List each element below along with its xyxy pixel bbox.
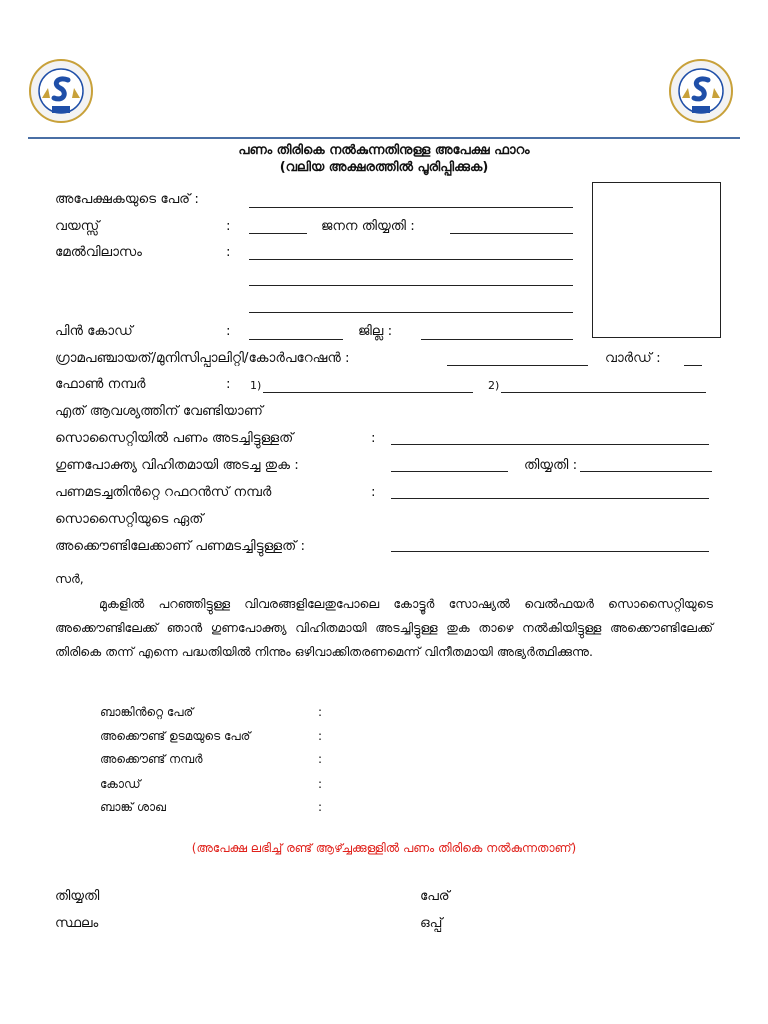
paid-society-colon: : [371, 430, 376, 446]
footer-name-label: പേര് [420, 888, 450, 904]
phone-colon: : [226, 376, 231, 392]
address-blank-3[interactable] [249, 312, 573, 313]
applicant-name-blank[interactable] [249, 207, 573, 208]
footer-signature-label: ഒപ്പ് [420, 915, 443, 931]
applicant-name-label: അപേക്ഷകയുടെ പേര് : [55, 191, 199, 207]
footer-date-label: തിയ്യതി [55, 888, 100, 904]
reference-label: പണമടച്ചതിൻറ്റെ റഫറൻസ് നമ്പർ [55, 484, 272, 500]
bank-name-colon: : [318, 705, 323, 719]
paid-society-blank[interactable] [391, 444, 709, 445]
society-which-label: സൊസൈറ്റിയുടെ ഏത് [55, 511, 204, 527]
account-paid-blank[interactable] [391, 551, 709, 552]
address-colon: : [226, 244, 231, 260]
refund-note: (അപേക്ഷ ലഭിച്ച് രണ്ട് ആഴ്ച്ചക്കുള്ളിൽ പണം തിരികെ നൽകുന്നതാണ്) [191, 841, 577, 855]
age-colon: : [226, 218, 231, 234]
panchayat-blank[interactable] [447, 365, 588, 366]
purpose-label: എത് ആവശ്യത്തിന് വേണ്ടിയാണ് [55, 403, 263, 419]
account-no-colon: : [318, 752, 323, 766]
phone-label: ഫോൺ നമ്പർ [55, 376, 146, 392]
date-blank[interactable] [580, 471, 712, 472]
pincode-colon: : [226, 323, 231, 339]
panchayat-label: ഗ്രാമപഞ്ചായത്/മുനിസിപ്പാലിറ്റി/കോർപറേഷൻ : [55, 350, 350, 366]
amount-label: ഗുണപോക്ത്യ വിഹിതമായി അടച്ച തുക : [55, 457, 299, 473]
photo-box [592, 182, 721, 338]
date-label: തിയ്യതി : [524, 457, 578, 473]
branch-colon: : [318, 800, 323, 814]
ward-blank[interactable] [684, 365, 702, 366]
salutation: സർ, [55, 571, 84, 586]
district-blank[interactable] [421, 339, 573, 340]
dob-blank[interactable] [450, 233, 573, 234]
district-label: ജില്ല : [358, 323, 393, 339]
society-logo-left [28, 58, 94, 124]
dob-label: ജനന തിയ്യതി : [321, 218, 415, 234]
holder-colon: : [318, 729, 323, 743]
account-paid-label: അക്കൌണ്ടിലേക്കാണ് പണമടച്ചിട്ടുള്ളത് : [55, 538, 306, 554]
code-label: കോഡ് [100, 777, 141, 791]
form-subtitle: (വലിയ അക്ഷരത്തിൽ പൂരിപ്പിക്കുക) [279, 160, 489, 175]
phone1-prefix: 1) [250, 379, 262, 392]
footer-place-label: സ്ഥലം [55, 915, 99, 931]
bank-name-label: ബാങ്കിൻറ്റെ പേര് [100, 705, 194, 719]
paid-society-label: സൊസൈറ്റിയിൽ പണം അടച്ചിട്ടുള്ളത് [55, 430, 294, 446]
society-logo-right [668, 58, 734, 124]
address-label: മേൽവിലാസം [55, 244, 142, 260]
branch-label: ബാങ്ക് ശാഖ [100, 800, 166, 814]
pincode-label: പിൻ കോഡ് [55, 323, 133, 339]
amount-blank[interactable] [391, 471, 508, 472]
header-rule [28, 137, 740, 139]
age-label: വയസ്സ് [55, 218, 100, 234]
address-blank-2[interactable] [249, 285, 573, 286]
reference-colon: : [371, 484, 376, 500]
age-blank[interactable] [249, 233, 307, 234]
code-colon: : [318, 777, 323, 791]
phone2-blank[interactable] [501, 392, 706, 393]
letter-body: മുകളിൽ പറഞ്ഞിട്ടുള്ള വിവരങ്ങളിലേതുപോലെ കോട്ടൂർ സോഷ്യൽ വെൽഫയർ സൊസൈറ്റിയുടെ അക്കൌണ്ടിലേക്ക് ഞാൻ ഗുണപോക്ത്യ വിഹിതമായി അടച്ചിട്ടുള്ള തുക താഴെ നൽകിയിട്ടുള്ള അക്കൌണ്ടിലേക്ക് തിരികെ തന്ന് എന്നെ പദ്ധതിയിൽ നിന്നും ഒഴിവാക്കിതരണമെന്ന് വിനീതമായി അഭ്യർത്ഥിക്കുന്നു. [55, 596, 713, 659]
pincode-blank[interactable] [249, 339, 343, 340]
holder-label: അക്കൌണ്ട് ഉടമയുടെ പേര് [100, 729, 251, 743]
account-no-label: അക്കൌണ്ട് നമ്പർ [100, 752, 203, 766]
reference-blank[interactable] [391, 498, 709, 499]
form-title: പണം തിരികെ നൽകുന്നതിനുള്ള അപേക്ഷ ഫാറം [238, 143, 530, 158]
address-blank-1[interactable] [249, 259, 573, 260]
phone1-blank[interactable] [263, 392, 473, 393]
phone2-prefix: 2) [488, 379, 500, 392]
ward-label: വാർഡ് : [605, 350, 661, 366]
